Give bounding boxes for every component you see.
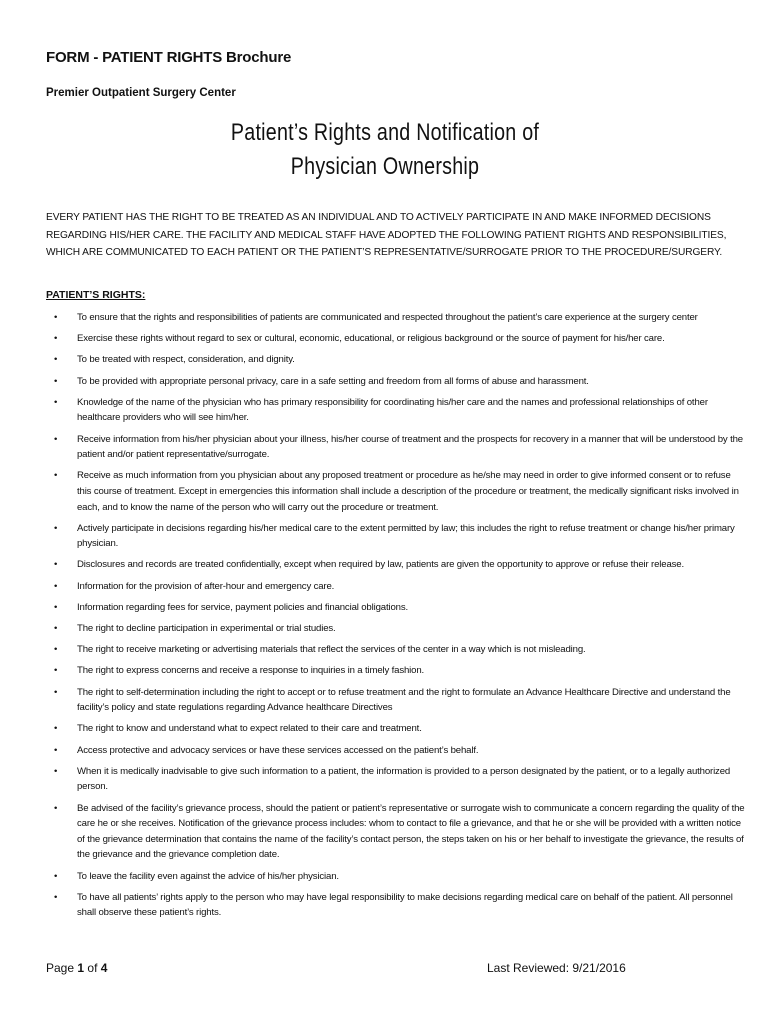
bullet-icon: • [54,723,58,735]
rights-item-text: Knowledge of the name of the physician who has primary responsibility for coordinating his/her care and the names and professional relationships of other healthcare providers who will see him/her. [77,396,708,424]
page-title-line-1: Patient’s Rights and Notification of [230,119,540,146]
rights-item-text: The right to know and understand what to expect related to their care and treatment. [77,723,422,735]
rights-item-text: The right to receive marketing or advertising materials that reflect the services of the center in a way which is not misleading. [77,644,586,656]
rights-list-item [46,642,746,658]
rights-list-item [46,579,746,595]
rights-item-text: To leave the facility even against the advice of his/her physician. [77,870,339,882]
rights-item-text: To be treated with respect, consideration, and dignity. [77,354,295,366]
bullet-icon: • [54,644,58,656]
rights-list-item [46,521,746,552]
rights-list-item [46,331,746,347]
rights-list-item [46,310,746,326]
rights-list-item [46,721,746,737]
last-reviewed: Last Reviewed: 9/21/2016 [487,961,626,975]
center-name: Premier Outpatient Surgery Center [46,87,236,99]
rights-list-item [46,869,746,885]
bullet-icon: • [54,686,58,698]
page-of-label: of [87,961,98,975]
rights-list-item [46,801,746,863]
bullet-icon: • [54,580,58,592]
rights-item-text: To ensure that the rights and responsibilities of patients are communicated and respected throughout the patient’s care experience at the surgery center [77,312,698,323]
bullet-icon: • [54,312,58,323]
intro-paragraph: EVERY PATIENT HAS THE RIGHT TO BE TREATED AS AN INDIVIDUAL AND TO ACTIVELY PARTICIPATE IN AND MAKE INFORMED DECISIONS REGARDING HIS/HER CARE. THE FACILITY AND MEDICAL STAFF HAVE ADOPTED THE FOLLOWING PATIENT RIGHTS AND RESPONSIBILITIES, WHICH ARE COMMUNICATED TO EACH PATIENT OR THE PATIENT’S REPRESENTATIVE/SURROGATE PRIOR TO THE PROCEDURE/SURGERY. [46,212,727,258]
page-total: 4 [100,961,108,975]
rights-item-text: Information regarding fees for service, payment policies and financial obligations. [77,601,408,613]
rights-list-item [46,663,746,679]
bullet-icon: • [54,396,58,408]
rights-list-item [46,764,746,795]
bullet-icon: • [54,765,58,777]
bullet-icon: • [54,375,58,387]
rights-item-text: Receive as much information from you physician about any proposed treatment or procedure as he/she may need in order to give informed consent or to refuse this course of treatment. Except in emergencies this information shall include a description of the procedure or treatment, the medically significant risks involved in each, and to know the name of the person who will carry out the procedure or treatment. [77,470,739,513]
rights-item-text: To have all patients’ rights apply to the person who may have legal responsibility to make decisions regarding medical care on behalf of the patient. All personnel shall observe these patient’s rights. [77,891,733,919]
rights-list-item [46,374,746,390]
rights-item-text: The right to express concerns and receive a response to inquiries in a timely fashion. [77,665,425,677]
rights-item-text: The right to decline participation in experimental or trial studies. [77,623,336,635]
rights-item-text: Information for the provision of after-hour and emergency care. [77,580,335,592]
rights-item-text: Actively participate in decisions regarding his/her medical care to the extent permitted by law; this includes the right to refuse treatment or change his/her primary physician. [77,522,735,550]
rights-item-text: When it is medically inadvisable to give such information to a patient, the information is provided to a person designated by the patient, or to a legally authorized person. [77,765,731,793]
page-current: 1 [77,961,85,975]
bullet-icon: • [54,522,58,534]
rights-list-item [46,352,746,368]
rights-item-text: The right to self-determination including the right to accept or to refuse treatment and the right to formulate an Advance Healthcare Directive and understand the facility’s policy and state regulations regarding Advance healthcare Directives [77,686,731,714]
bullet-icon: • [54,870,58,882]
rights-list-item [46,468,746,515]
rights-list [46,310,746,926]
rights-list-item [46,395,746,426]
bullet-icon: • [54,354,58,366]
bullet-icon: • [54,559,58,571]
bullet-icon: • [54,601,58,613]
page-title [69,116,700,184]
page-number [46,961,107,975]
rights-item-text: To be provided with appropriate personal privacy, care in a safe setting and freedom from all forms of abuse and harassment. [77,375,589,387]
form-title: FORM - PATIENT RIGHTS Brochure [46,49,292,66]
rights-list-item [46,600,746,616]
rights-list-item [46,685,746,716]
bullet-icon: • [54,802,58,814]
rights-list-item [46,432,746,463]
page-title-line-2: Physician Ownership [290,153,480,180]
bullet-icon: • [54,744,58,756]
rights-list-item [46,557,746,573]
bullet-icon: • [54,470,58,482]
bullet-icon: • [54,623,58,635]
page-label: Page [46,961,75,975]
rights-list-item [46,890,746,921]
rights-heading: PATIENT’S RIGHTS: [46,289,146,301]
rights-list-item [46,743,746,759]
rights-item-text: Disclosures and records are treated confidentially, except when required by law, patients are given the opportunity to approve or refuse their release. [77,559,684,571]
rights-list-item [46,621,746,637]
bullet-icon: • [54,891,58,903]
bullet-icon: • [54,433,58,445]
bullet-icon: • [54,333,58,345]
rights-item-text: Access protective and advocacy services or have these services accessed on the patient’s behalf. [77,744,479,756]
bullet-icon: • [54,665,58,677]
rights-item-text: Be advised of the facility’s grievance process, should the patient or patient’s representative or surrogate wish to communicate a concern regarding the quality of the care he or she receives. Notification of the grievance process includes: whom to contact to file a grievance, and that he or she will be provided with a written notice of the grievance determination that contains the name of the facility’s contact person, the steps taken on his or her behalf to investigate the grievance, the results of the grievance and the grievance completion date. [77,802,745,861]
rights-item-text: Receive information from his/her physician about your illness, his/her course of treatment and the prospects for recovery in a manner that will be understood by the patient and/or patient representative/surrogate. [77,433,743,461]
rights-item-text: Exercise these rights without regard to sex or cultural, economic, educational, or religious background or the source of payment for his/her care. [77,333,665,345]
